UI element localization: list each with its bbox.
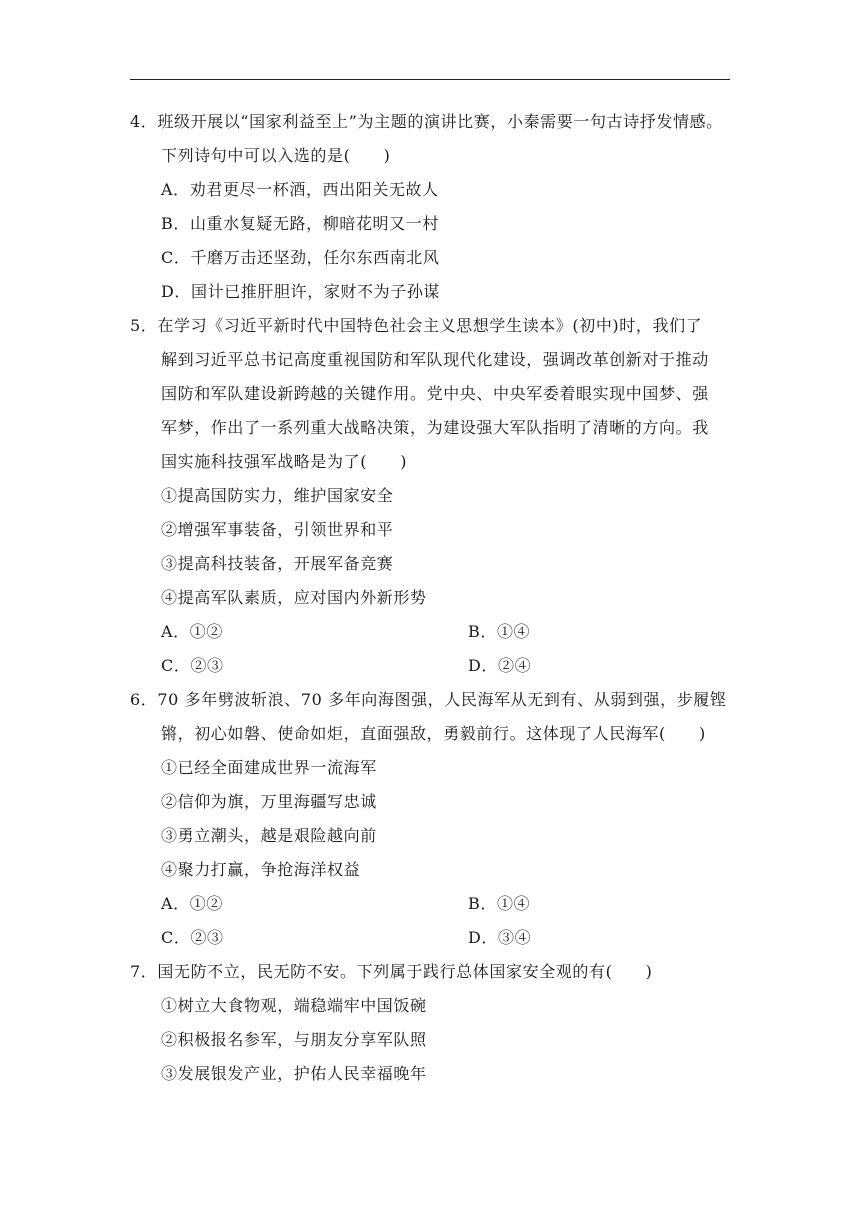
q4-stem-line-2: 下列诗句中可以入选的是( ) xyxy=(161,146,391,165)
q5-stem-line-2: 解到习近平总书记高度重视国防和军队现代化建设，强调改革创新对于推动 xyxy=(161,350,709,369)
q5-item-2: ②增强军事装备，引领世界和平 xyxy=(161,520,394,539)
q7-item-2: ②积极报名参军，与朋友分享军队照 xyxy=(161,1030,427,1049)
q6-stem-line-1: 6．70 多年劈波斩浪、70 多年向海图强，人民海军从无到有、从弱到强，步履铿 xyxy=(130,690,727,709)
q5-stem-line-1: 5．在学习《习近平新时代中国特色社会主义思想学生读本》(初中)时，我们了 xyxy=(130,316,703,335)
q4-stem-line-1: 4．班级开展以“国家利益至上”为主题的演讲比赛，小秦需要一句古诗抒发情感。 xyxy=(130,112,723,131)
q5-stem-line-3: 国防和军队建设新跨越的关键作用。党中央、中央军委着眼实现中国梦、强 xyxy=(161,384,709,403)
q7-item-1: ①树立大食物观，端稳端牢中国饭碗 xyxy=(161,996,427,1015)
q4-option-d[interactable]: D．国计已推肝胆许，家财不为子孙谋 xyxy=(161,282,441,301)
q5-option-b[interactable]: B．①④ xyxy=(468,622,531,641)
header-rule xyxy=(130,79,730,80)
q7-item-3: ③发展银发产业，护佑人民幸福晚年 xyxy=(161,1064,427,1083)
q6-option-d[interactable]: D．③④ xyxy=(468,928,532,947)
q6-item-3: ③勇立潮头，越是艰险越向前 xyxy=(161,826,377,845)
q4-option-a[interactable]: A．劝君更尽一杯酒，西出阳关无故人 xyxy=(161,180,439,199)
q6-item-2: ②信仰为旗，万里海疆写忠诚 xyxy=(161,792,377,811)
q7-stem-line-1: 7．国无防不立，民无防不安。下列属于践行总体国家安全观的有( ) xyxy=(130,962,653,981)
q5-item-1: ①提高国防实力，维护国家安全 xyxy=(161,486,394,505)
q6-option-a[interactable]: A．①② xyxy=(161,894,223,913)
q5-option-c[interactable]: C．②③ xyxy=(161,656,224,675)
q5-option-a[interactable]: A．①② xyxy=(161,622,223,641)
q6-stem-line-2: 锵，初心如磐、使命如炬，直面强敌，勇毅前行。这体现了人民海军( ) xyxy=(161,724,706,743)
q4-option-b[interactable]: B．山重水复疑无路，柳暗花明又一村 xyxy=(161,214,439,233)
q6-item-1: ①已经全面建成世界一流海军 xyxy=(161,758,377,777)
q5-stem-line-5: 国实施科技强军战略是为了( ) xyxy=(161,452,408,471)
q5-item-4: ④提高军队素质，应对国内外新形势 xyxy=(161,588,427,607)
q6-option-c[interactable]: C．②③ xyxy=(161,928,224,947)
q4-option-c[interactable]: C．千磨万击还坚劲，任尔东西南北风 xyxy=(161,248,440,267)
q5-item-3: ③提高科技装备，开展军备竞赛 xyxy=(161,554,394,573)
q5-option-d[interactable]: D．②④ xyxy=(468,656,532,675)
q5-stem-line-4: 军梦，作出了一系列重大战略决策，为建设强大军队指明了清晰的方向。我 xyxy=(161,418,709,437)
q6-option-b[interactable]: B．①④ xyxy=(468,894,531,913)
q6-item-4: ④聚力打赢，争抢海洋权益 xyxy=(161,860,361,879)
